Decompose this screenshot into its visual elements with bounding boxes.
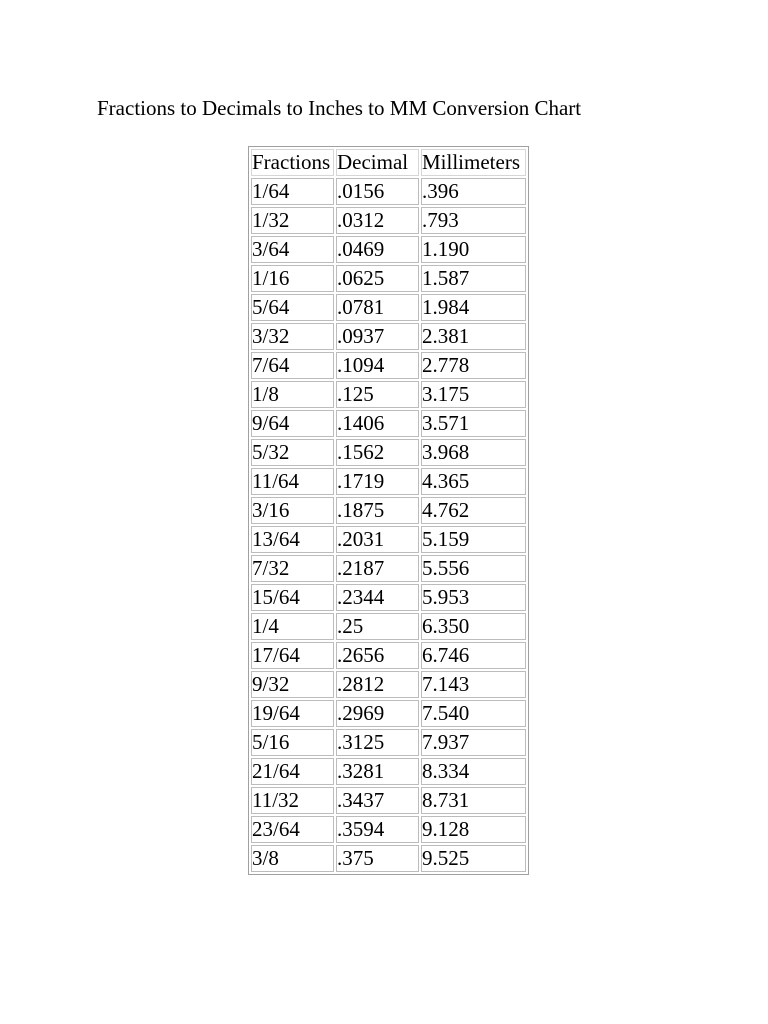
fraction-cell: 3/64 <box>251 236 334 263</box>
table-row <box>251 468 526 495</box>
fraction-cell: 3/8 <box>251 845 334 872</box>
decimal-cell: .0625 <box>336 265 419 292</box>
millimeters-cell: 6.746 <box>421 642 526 669</box>
fraction-cell: 7/64 <box>251 352 334 379</box>
decimal-cell: .0312 <box>336 207 419 234</box>
fraction-cell: 9/32 <box>251 671 334 698</box>
table-row <box>251 207 526 234</box>
table-row <box>251 816 526 843</box>
header-row <box>251 149 526 176</box>
decimal-cell: .2812 <box>336 671 419 698</box>
fraction-cell: 5/32 <box>251 439 334 466</box>
millimeters-cell: 5.159 <box>421 526 526 553</box>
decimal-cell: .2344 <box>336 584 419 611</box>
decimal-cell: .0156 <box>336 178 419 205</box>
fraction-cell: 5/16 <box>251 729 334 756</box>
decimal-cell: .0937 <box>336 323 419 350</box>
fraction-cell: 11/32 <box>251 787 334 814</box>
decimal-cell: .0781 <box>336 294 419 321</box>
decimal-cell: .2656 <box>336 642 419 669</box>
decimal-cell: .1406 <box>336 410 419 437</box>
fraction-cell: 1/8 <box>251 381 334 408</box>
millimeters-cell: 7.143 <box>421 671 526 698</box>
fraction-cell: 5/64 <box>251 294 334 321</box>
millimeters-cell: 4.762 <box>421 497 526 524</box>
fraction-cell: 21/64 <box>251 758 334 785</box>
decimal-cell: .3437 <box>336 787 419 814</box>
fraction-cell: 3/16 <box>251 497 334 524</box>
millimeters-cell: 9.128 <box>421 816 526 843</box>
table-row <box>251 845 526 872</box>
millimeters-cell: 2.778 <box>421 352 526 379</box>
millimeters-cell: 3.968 <box>421 439 526 466</box>
decimal-cell: .25 <box>336 613 419 640</box>
table-row <box>251 671 526 698</box>
millimeters-cell: 7.937 <box>421 729 526 756</box>
millimeters-cell: 9.525 <box>421 845 526 872</box>
decimal-cell: .3281 <box>336 758 419 785</box>
fraction-cell: 15/64 <box>251 584 334 611</box>
decimal-cell: .125 <box>336 381 419 408</box>
fraction-cell: 7/32 <box>251 555 334 582</box>
table-row <box>251 497 526 524</box>
decimal-cell: .2031 <box>336 526 419 553</box>
millimeters-cell: .793 <box>421 207 526 234</box>
table-row <box>251 352 526 379</box>
conversion-table <box>248 146 529 875</box>
millimeters-cell: 6.350 <box>421 613 526 640</box>
table-row <box>251 642 526 669</box>
decimal-cell: .1094 <box>336 352 419 379</box>
decimal-cell: .1875 <box>336 497 419 524</box>
fraction-cell: 9/64 <box>251 410 334 437</box>
fraction-cell: 1/4 <box>251 613 334 640</box>
decimal-cell: .3125 <box>336 729 419 756</box>
page-title: Fractions to Decimals to Inches to MM Conversion Chart <box>97 96 582 120</box>
decimal-cell: .2969 <box>336 700 419 727</box>
table-row <box>251 265 526 292</box>
millimeters-cell: 5.953 <box>421 584 526 611</box>
decimal-cell: .2187 <box>336 555 419 582</box>
decimal-cell: .1562 <box>336 439 419 466</box>
header-millimeters: Millimeters <box>421 149 526 176</box>
table-row <box>251 700 526 727</box>
fraction-cell: 11/64 <box>251 468 334 495</box>
decimal-cell: .375 <box>336 845 419 872</box>
millimeters-cell: 1.190 <box>421 236 526 263</box>
millimeters-cell: 8.731 <box>421 787 526 814</box>
table-row <box>251 584 526 611</box>
table-row <box>251 381 526 408</box>
header-fractions: Fractions <box>251 149 334 176</box>
decimal-cell: .0469 <box>336 236 419 263</box>
millimeters-cell: 7.540 <box>421 700 526 727</box>
fraction-cell: 19/64 <box>251 700 334 727</box>
table-row <box>251 294 526 321</box>
header-decimal: Decimal <box>336 149 419 176</box>
millimeters-cell: 3.175 <box>421 381 526 408</box>
table-row <box>251 178 526 205</box>
table-row <box>251 439 526 466</box>
table-row <box>251 526 526 553</box>
fraction-cell: 1/32 <box>251 207 334 234</box>
table-row <box>251 236 526 263</box>
millimeters-cell: 3.571 <box>421 410 526 437</box>
table-row <box>251 613 526 640</box>
table-row <box>251 729 526 756</box>
millimeters-cell: 1.587 <box>421 265 526 292</box>
millimeters-cell: 8.334 <box>421 758 526 785</box>
table-row <box>251 323 526 350</box>
fraction-cell: 1/16 <box>251 265 334 292</box>
table-row <box>251 555 526 582</box>
fraction-cell: 1/64 <box>251 178 334 205</box>
table-row <box>251 410 526 437</box>
decimal-cell: .1719 <box>336 468 419 495</box>
decimal-cell: .3594 <box>336 816 419 843</box>
fraction-cell: 23/64 <box>251 816 334 843</box>
millimeters-cell: 2.381 <box>421 323 526 350</box>
millimeters-cell: 4.365 <box>421 468 526 495</box>
table-row <box>251 787 526 814</box>
millimeters-cell: 5.556 <box>421 555 526 582</box>
fraction-cell: 13/64 <box>251 526 334 553</box>
table-body <box>251 178 526 872</box>
fraction-cell: 17/64 <box>251 642 334 669</box>
millimeters-cell: .396 <box>421 178 526 205</box>
millimeters-cell: 1.984 <box>421 294 526 321</box>
fraction-cell: 3/32 <box>251 323 334 350</box>
table-row <box>251 758 526 785</box>
